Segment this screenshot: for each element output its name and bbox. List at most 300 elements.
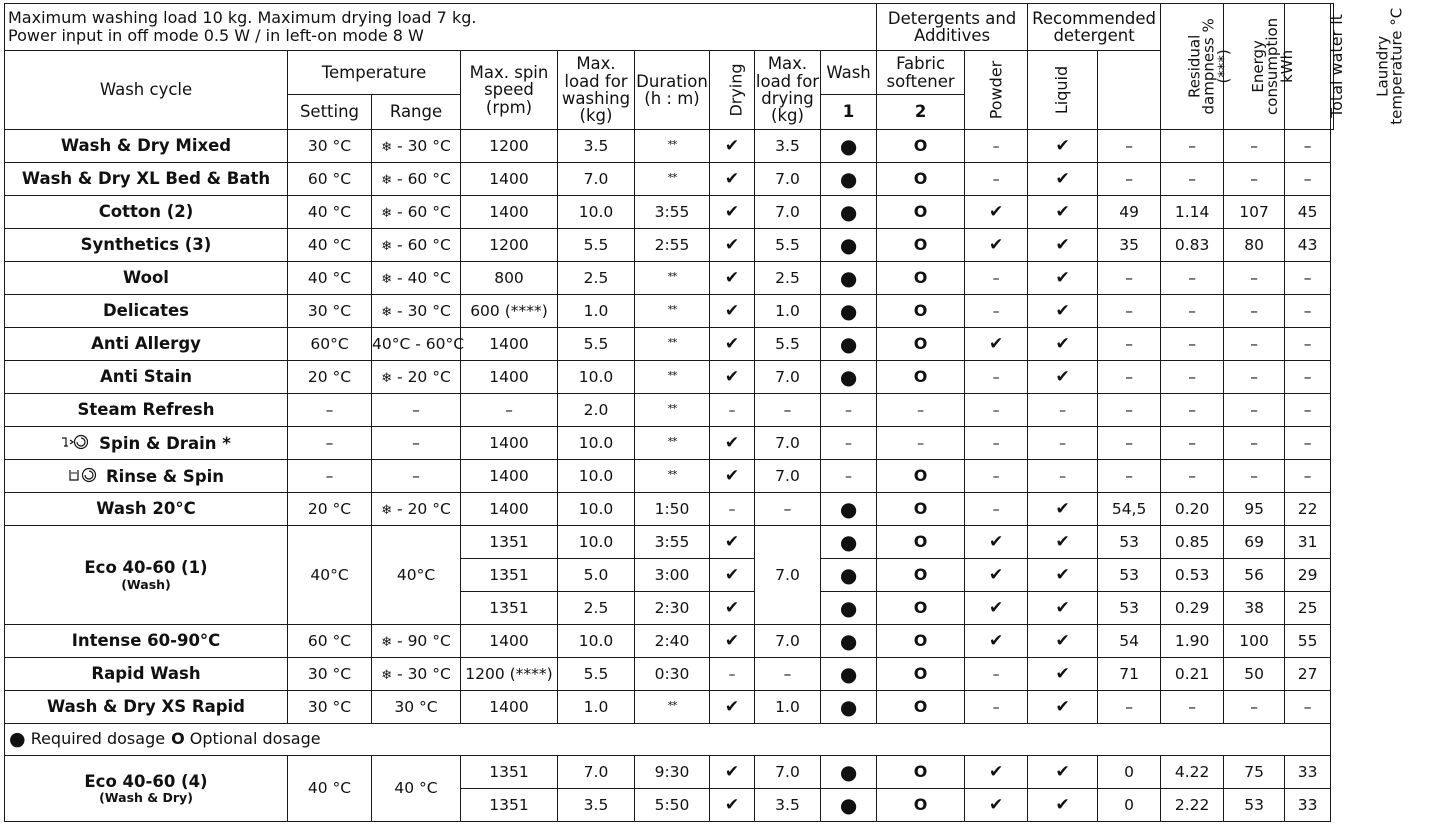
check-icon: ✔: [1055, 300, 1070, 321]
powder-cell: [965, 658, 1028, 691]
liquid-cell: [1028, 493, 1098, 526]
laundry-temperature-cell: 31: [1285, 526, 1331, 559]
table-row: [5, 130, 1334, 163]
spin-speed-cell: 1400: [461, 328, 558, 361]
residual-dampness-cell: –: [1098, 691, 1161, 724]
legend-required: Required dosage: [30, 728, 166, 748]
double-star-mark: **: [667, 137, 677, 151]
wash-cycle-name-cell: [5, 658, 288, 691]
duration-cell: [635, 130, 710, 163]
residual-dampness-cell: –: [1098, 460, 1161, 493]
wash-cycle-name-cell: [5, 526, 288, 625]
energy-consumption-cell: –: [1161, 328, 1224, 361]
double-star-mark: **: [667, 434, 677, 448]
spin-speed-cell: 1400: [461, 196, 558, 229]
range-value: –: [412, 466, 420, 485]
dash-mark: –: [992, 468, 1000, 485]
dash-mark: –: [728, 666, 736, 683]
filled-dot-icon: ●: [839, 232, 858, 257]
double-star-mark: **: [667, 467, 677, 481]
drying-cell: [710, 427, 755, 460]
total-water-cell: 50: [1224, 658, 1285, 691]
residual-dampness-cell: 49: [1098, 196, 1161, 229]
ring-icon: O: [913, 597, 928, 617]
drying-cell: [710, 130, 755, 163]
water-label: Total water lt: [1327, 14, 1347, 119]
check-icon: ✔: [988, 597, 1004, 618]
residual-dampness-cell: –: [1098, 427, 1161, 460]
laundry-temperature-cell: –: [1285, 427, 1331, 460]
check-icon: ✔: [1055, 267, 1070, 288]
load-drying-cell: –: [755, 658, 821, 691]
check-icon: ✔: [1055, 696, 1070, 717]
check-icon: ✔: [724, 366, 740, 387]
check-icon: ✔: [988, 234, 1004, 255]
header-drying: [710, 51, 755, 130]
header-powder: [965, 51, 1028, 130]
setting-cell: 20 °C: [288, 493, 372, 526]
duration-cell: 9:30: [635, 756, 710, 789]
wash-detergent-cell: [821, 625, 877, 658]
total-water-cell: –: [1224, 691, 1285, 724]
range-value: 30 °C: [394, 697, 438, 716]
table-row: [5, 394, 1334, 427]
load-washing-cell: 1.0: [558, 295, 635, 328]
range-value: 40°C - 60°C: [372, 334, 465, 353]
load-washing-cell: 3.5: [558, 789, 635, 822]
spin-speed-cell: –: [461, 394, 558, 427]
wash-cycle-name: Rapid Wash: [91, 664, 201, 684]
drying-cell: [710, 625, 755, 658]
dash-mark: –: [992, 699, 1000, 716]
setting-cell: –: [288, 394, 372, 427]
fabric-softener-cell: [877, 163, 965, 196]
fabric-softener-cell: [877, 493, 965, 526]
wash-cycle-name: Intense 60-90°C: [71, 631, 221, 651]
setting-cell: 40 °C: [288, 262, 372, 295]
load-washing-cell: 7.0: [558, 756, 635, 789]
range-cell: [372, 229, 461, 262]
energy-consumption-cell: 0.83: [1161, 229, 1224, 262]
load-washing-cell: 5.5: [558, 229, 635, 262]
range-value: 60 °C: [407, 235, 451, 254]
laundry-temperature-cell: 43: [1285, 229, 1331, 262]
check-icon: ✔: [724, 267, 740, 288]
duration-cell: [635, 460, 710, 493]
residual-dampness-cell: –: [1098, 163, 1161, 196]
fabric-softener-cell: [877, 526, 965, 559]
spin-speed-cell: 1400: [461, 460, 558, 493]
snowflake-icon: ❄: [381, 271, 393, 287]
header-liquid: [1028, 51, 1098, 130]
filled-dot-icon: ●: [839, 661, 858, 686]
laundry-temperature-cell: 29: [1285, 559, 1331, 592]
range-separator: -: [392, 202, 408, 221]
energy-consumption-cell: –: [1161, 163, 1224, 196]
dash-mark: –: [992, 435, 1000, 452]
spin-speed-cell: 1200: [461, 130, 558, 163]
wash-cycle-name-cell: [5, 756, 288, 822]
range-cell: 40 °C: [372, 756, 461, 822]
check-icon: ✔: [988, 564, 1004, 585]
wash-detergent-cell: [821, 691, 877, 724]
check-icon: ✔: [1055, 663, 1070, 684]
table-row: [5, 427, 1334, 460]
filled-dot-icon: ●: [9, 727, 26, 750]
drying-cell: [710, 295, 755, 328]
liquid-cell: [1028, 460, 1098, 493]
residual-dampness-cell: –: [1098, 262, 1161, 295]
drying-cell: [710, 691, 755, 724]
check-icon: ✔: [724, 333, 740, 354]
laundry-temperature-cell: 55: [1285, 625, 1331, 658]
energy-consumption-cell: –: [1161, 295, 1224, 328]
dash-mark: –: [845, 435, 853, 452]
load-washing-cell: 3.5: [558, 130, 635, 163]
powder-cell: [965, 394, 1028, 427]
ring-icon: O: [913, 498, 928, 518]
duration-cell: [635, 295, 710, 328]
table-row: [5, 460, 1334, 493]
filled-dot-icon: ●: [839, 628, 858, 653]
total-water-cell: –: [1224, 328, 1285, 361]
wash-cycle-name-cell: [5, 295, 288, 328]
snowflake-icon: ❄: [381, 172, 393, 188]
range-value: 40 °C: [407, 268, 451, 287]
ring-icon: O: [913, 696, 928, 716]
range-cell: 40°C: [372, 526, 461, 625]
residual-dampness-cell: 0: [1098, 756, 1161, 789]
residual-dampness-cell: 54: [1098, 625, 1161, 658]
load-drying-cell: 2.5: [755, 262, 821, 295]
range-value: –: [412, 400, 420, 419]
range-cell: [372, 691, 461, 724]
filled-dot-icon: ●: [839, 298, 858, 323]
total-water-cell: –: [1224, 394, 1285, 427]
setting-cell: 20 °C: [288, 361, 372, 394]
load-drying-cell: 7.0: [755, 625, 821, 658]
check-icon: ✔: [724, 234, 740, 255]
check-icon: ✔: [1055, 761, 1070, 782]
powder-cell: [965, 559, 1028, 592]
load-drying-cell: 7.0: [755, 756, 821, 789]
range-separator: -: [392, 631, 408, 650]
spin-speed-cell: 1351: [461, 756, 558, 789]
filled-dot-icon: ●: [839, 166, 858, 191]
liquid-cell: [1028, 559, 1098, 592]
check-icon: ✔: [988, 794, 1004, 815]
load-washing-cell: 2.0: [558, 394, 635, 427]
load-drying-cell: 7.0: [755, 427, 821, 460]
dash-mark: –: [992, 171, 1000, 188]
wash-cycle-name-cell: [5, 328, 288, 361]
wash-detergent-cell: [821, 592, 877, 625]
wash-detergent-cell: [821, 460, 877, 493]
ring-icon: O: [913, 135, 928, 155]
laundry-temperature-cell: 25: [1285, 592, 1331, 625]
powder-cell: [965, 229, 1028, 262]
check-icon: ✔: [988, 333, 1004, 354]
check-icon: ✔: [1055, 630, 1070, 651]
duration-cell: [635, 691, 710, 724]
wash-detergent-cell: [821, 262, 877, 295]
wash-cycle-name: Anti Allergy: [91, 334, 201, 354]
wash-cycle-name: Spin & Drain *: [99, 433, 231, 453]
wash-cycle-name: Eco 40-60 (4): [84, 771, 208, 791]
snowflake-icon: ❄: [381, 370, 393, 386]
check-icon: ✔: [988, 630, 1004, 651]
powder-cell: [965, 625, 1028, 658]
header-range: Range: [372, 95, 461, 130]
laundry-temperature-cell: 27: [1285, 658, 1331, 691]
load-washing-cell: 10.0: [558, 361, 635, 394]
fabric-softener-cell: [877, 460, 965, 493]
liquid-cell: [1028, 756, 1098, 789]
header-recommended: Recommended detergent: [1028, 4, 1161, 51]
fabric-softener-cell: [877, 361, 965, 394]
duration-cell: 3:55: [635, 526, 710, 559]
liquid-cell: [1028, 427, 1098, 460]
wash-detergent-cell: [821, 229, 877, 262]
load-washing-cell: 7.0: [558, 163, 635, 196]
legend: [5, 724, 1331, 756]
check-icon: ✔: [724, 564, 740, 585]
total-water-cell: –: [1224, 163, 1285, 196]
powder-cell: [965, 130, 1028, 163]
duration-cell: [635, 262, 710, 295]
table-row: [5, 625, 1334, 658]
wash-cycle-subtitle: (Wash & Dry): [99, 790, 193, 806]
range-value: 60 °C: [407, 169, 451, 188]
load-drying-cell: 7.0: [755, 361, 821, 394]
wash-detergent-cell: [821, 559, 877, 592]
snowflake-icon: ❄: [381, 667, 393, 683]
range-value: 20 °C: [407, 499, 451, 518]
dash-mark: –: [992, 303, 1000, 320]
ring-icon: O: [913, 267, 928, 287]
check-icon: ✔: [724, 794, 740, 815]
powder-cell: [965, 592, 1028, 625]
drying-cell: [710, 559, 755, 592]
wash-cycle-name-cell: [5, 493, 288, 526]
ring-icon: O: [913, 168, 928, 188]
dash-mark: –: [992, 270, 1000, 287]
range-separator: -: [392, 169, 408, 188]
filled-dot-icon: ●: [839, 694, 858, 719]
load-washing-cell: 10.0: [558, 460, 635, 493]
drying-cell: [710, 789, 755, 822]
ring-icon: O: [913, 300, 928, 320]
range-cell: [372, 196, 461, 229]
wash-cycle-name-cell: [5, 130, 288, 163]
load-washing-cell: 5.5: [558, 328, 635, 361]
filled-dot-icon: ●: [839, 496, 858, 521]
energy-consumption-cell: 4.22: [1161, 756, 1224, 789]
snowflake-icon: ❄: [381, 502, 393, 518]
total-water-cell: 53: [1224, 789, 1285, 822]
range-cell: [372, 427, 461, 460]
range-value: 30 °C: [407, 136, 451, 155]
powder-cell: [965, 460, 1028, 493]
range-separator: -: [392, 268, 408, 287]
wash-cycle-name-cell: [5, 625, 288, 658]
setting-cell: 60 °C: [288, 163, 372, 196]
dash-mark: –: [728, 402, 736, 419]
dash-mark: –: [917, 402, 925, 419]
snowflake-icon: ❄: [381, 205, 393, 221]
total-water-cell: –: [1224, 295, 1285, 328]
ring-icon: O: [913, 531, 928, 551]
check-icon: ✔: [724, 432, 740, 453]
liquid-cell: [1028, 592, 1098, 625]
duration-cell: [635, 361, 710, 394]
energy-consumption-cell: 1.14: [1161, 196, 1224, 229]
drying-cell: [710, 493, 755, 526]
wash-cycle-table: [4, 3, 1406, 822]
dash-mark: –: [917, 435, 925, 452]
total-water-cell: 38: [1224, 592, 1285, 625]
range-cell: [372, 625, 461, 658]
wash-cycle-name: Cotton (2): [98, 202, 194, 222]
drying-cell: [710, 460, 755, 493]
check-icon: ✔: [724, 761, 740, 782]
check-icon: ✔: [724, 465, 740, 486]
double-star-mark: **: [667, 698, 677, 712]
double-star-mark: **: [667, 401, 677, 415]
drying-cell: [710, 658, 755, 691]
header-duration: Duration (h : m): [635, 51, 710, 130]
liquid-cell: [1028, 229, 1098, 262]
ring-icon: O: [171, 728, 185, 748]
residual-dampness-cell: –: [1098, 361, 1161, 394]
double-star-mark: **: [667, 269, 677, 283]
liquid-cell: [1028, 658, 1098, 691]
residual-dampness-cell: 54,5: [1098, 493, 1161, 526]
setting-cell: 30 °C: [288, 658, 372, 691]
spin-speed-cell: 1200: [461, 229, 558, 262]
range-separator: -: [392, 136, 408, 155]
powder-cell: [965, 262, 1028, 295]
powder-cell: [965, 789, 1028, 822]
range-cell: [372, 328, 465, 361]
check-icon: ✔: [1055, 135, 1070, 156]
dash-mark: –: [992, 666, 1000, 683]
powder-cell: [965, 295, 1028, 328]
duration-cell: [635, 328, 710, 361]
dash-mark: –: [1059, 468, 1067, 485]
range-cell: [372, 295, 461, 328]
load-drying-cell: 7.0: [755, 460, 821, 493]
dash-mark: –: [1059, 435, 1067, 452]
fabric-softener-cell: [877, 592, 965, 625]
spin-speed-cell: 1400: [461, 493, 558, 526]
setting-cell: 30 °C: [288, 130, 372, 163]
ring-icon: O: [913, 630, 928, 650]
drying-cell: [710, 328, 755, 361]
range-cell: [372, 493, 461, 526]
spin-speed-cell: 1351: [461, 789, 558, 822]
total-water-cell: –: [1224, 130, 1285, 163]
setting-cell: 40 °C: [288, 196, 372, 229]
fabric-softener-cell: [877, 789, 965, 822]
fabric-softener-cell: [877, 625, 965, 658]
energy-consumption-cell: –: [1161, 262, 1224, 295]
wash-detergent-cell: [821, 361, 877, 394]
range-cell: [372, 361, 461, 394]
filled-dot-icon: ●: [839, 562, 858, 587]
table-row: [5, 328, 1334, 361]
laundry-temperature-cell: –: [1285, 163, 1331, 196]
laundry-temp-label: Laundry temperature °C: [1373, 7, 1406, 125]
dash-mark: –: [845, 402, 853, 419]
check-icon: ✔: [1055, 597, 1070, 618]
fabric-softener-cell: [877, 130, 965, 163]
total-water-cell: –: [1224, 262, 1285, 295]
range-separator: -: [392, 367, 408, 386]
powder-cell: [965, 756, 1028, 789]
range-separator: -: [392, 235, 408, 254]
check-icon: ✔: [988, 761, 1004, 782]
table-row: [5, 361, 1334, 394]
energy-consumption-cell: –: [1161, 361, 1224, 394]
residual-dampness-cell: 53: [1098, 526, 1161, 559]
filled-dot-icon: ●: [839, 331, 858, 356]
residual-label: Residual dampness % (***): [1185, 17, 1233, 115]
wash-cycle-name: Wool: [123, 268, 169, 288]
powder-cell: [965, 526, 1028, 559]
load-washing-cell: 10.0: [558, 493, 635, 526]
powder-cell: [965, 361, 1028, 394]
snowflake-icon: ❄: [381, 304, 393, 320]
powder-label: Powder: [986, 60, 1006, 120]
check-icon: ✔: [1055, 794, 1070, 815]
header-load-dry: Max. load for drying (kg): [755, 51, 821, 130]
residual-dampness-cell: 53: [1098, 559, 1161, 592]
laundry-temperature-cell: 45: [1285, 196, 1331, 229]
fabric-softener-cell: [877, 328, 965, 361]
total-water-cell: 95: [1224, 493, 1285, 526]
load-drying-cell: 5.5: [755, 328, 821, 361]
wash-detergent-cell: [821, 163, 877, 196]
duration-cell: 5:50: [635, 789, 710, 822]
range-separator: -: [392, 499, 408, 518]
laundry-temperature-cell: –: [1285, 394, 1331, 427]
wash-cycle-name: Wash & Dry Mixed: [60, 136, 232, 156]
range-value: 60 °C: [407, 202, 451, 221]
check-icon: ✔: [1055, 333, 1070, 354]
spin-speed-cell: 1400: [461, 691, 558, 724]
check-icon: ✔: [724, 696, 740, 717]
range-value: 20 °C: [407, 367, 451, 386]
total-water-cell: –: [1224, 361, 1285, 394]
header-residual: [1161, 4, 1233, 130]
residual-dampness-cell: –: [1098, 394, 1161, 427]
wash-cycle-name: Delicates: [102, 301, 189, 321]
spin-speed-cell: 1351: [461, 559, 558, 592]
wash-cycle-name-cell: [5, 361, 288, 394]
total-water-cell: 107: [1224, 196, 1285, 229]
filled-dot-icon: ●: [839, 792, 858, 817]
table-row: [5, 756, 1334, 789]
wash-cycle-name: Rinse & Spin: [105, 466, 225, 486]
range-value: 30 °C: [407, 301, 451, 320]
info-line-2: Power input in off mode 0.5 W / in left-on mode 8 W: [8, 26, 424, 45]
load-drying-cell: 1.0: [755, 691, 821, 724]
laundry-temperature-cell: –: [1285, 691, 1331, 724]
duration-cell: 2:40: [635, 625, 710, 658]
wash-cycle-name: Synthetics (3): [80, 235, 212, 255]
load-drying-cell: 7.0: [755, 196, 821, 229]
